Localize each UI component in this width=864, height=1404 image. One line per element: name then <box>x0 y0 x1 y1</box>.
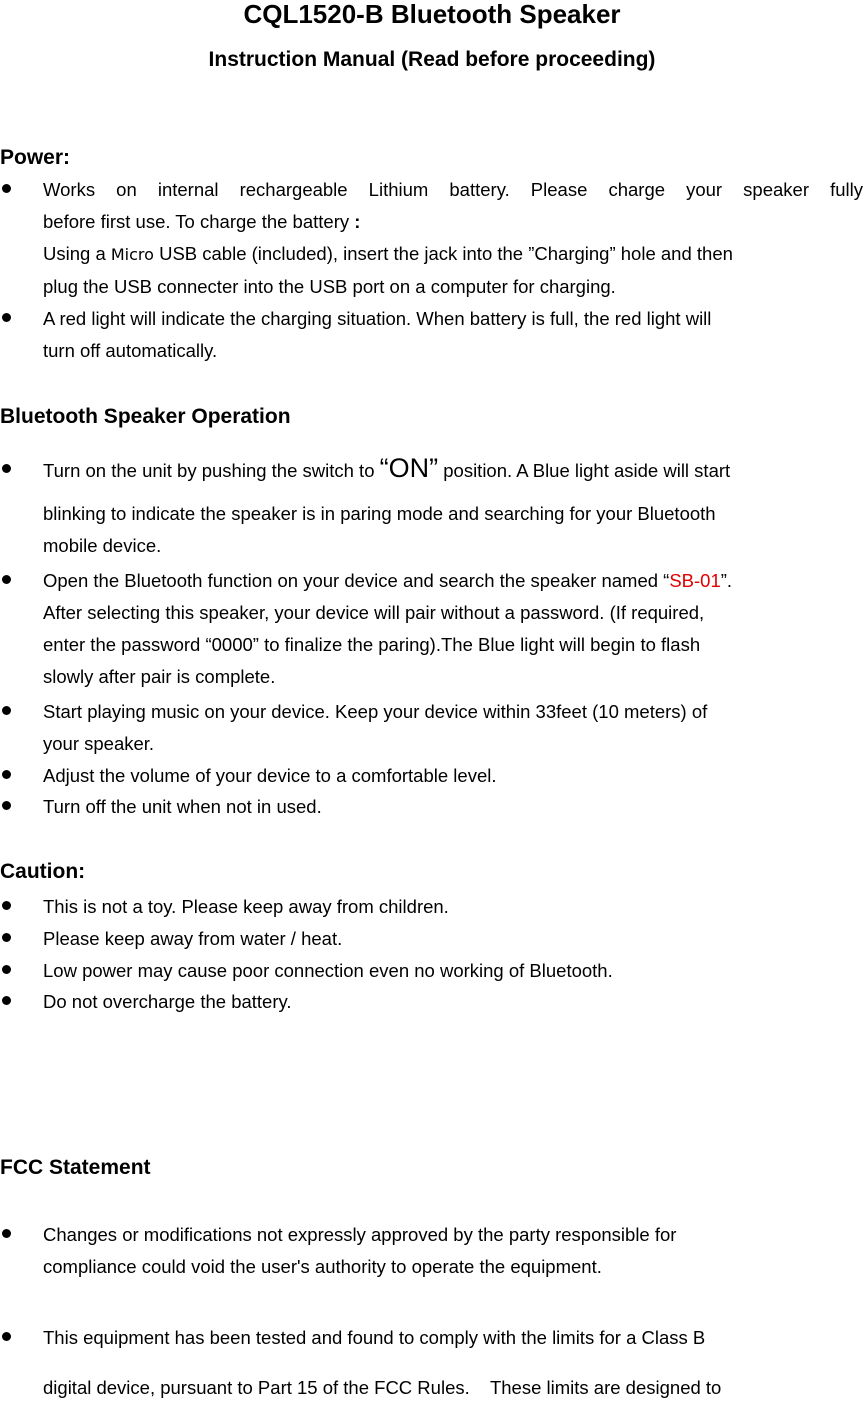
text-line: Adjust the volume of your device to a comfortable level. <box>43 765 497 786</box>
operation-item-power-on <box>43 449 863 562</box>
text-span: : <box>349 211 361 232</box>
text-span: before first use. To charge the battery <box>43 211 350 232</box>
text-line: turn off automatically. <box>43 340 218 361</box>
on-label: “ON” <box>379 453 439 483</box>
text-line: Turn off the unit when not in used. <box>43 796 322 817</box>
bullet-icon <box>2 184 11 193</box>
text-line: your speaker. <box>43 733 155 754</box>
text-line: Changes or modifications not expressly approved by the party responsible for <box>43 1224 677 1245</box>
document-title: CQL1520-B Bluetooth Speaker <box>243 0 621 29</box>
bullet-icon <box>2 1332 11 1341</box>
text-line <box>43 449 863 490</box>
bullet-icon <box>2 770 11 779</box>
text-span: Turn on the unit by pushing the switch to <box>43 460 380 481</box>
text-line: compliance could void the user's authority to operate the equipment. <box>43 1256 602 1277</box>
text-span: Open the Bluetooth function on your device and search the speaker named “ <box>43 570 670 591</box>
text-line: Please keep away from water / heat. <box>43 928 343 949</box>
bullet-icon <box>2 996 11 1005</box>
text-line: Low power may cause poor connection even no working of Bluetooth. <box>43 960 613 981</box>
bullet-icon <box>2 313 11 322</box>
caution-heading: Caution: <box>0 860 86 883</box>
speaker-name: SB-01 <box>669 570 721 591</box>
bullet-icon <box>2 801 11 810</box>
caution-item <box>43 891 863 923</box>
fcc-heading: FCC Statement <box>0 1156 151 1179</box>
text-span: position. A Blue light aside will start <box>438 460 731 481</box>
text-line <box>43 238 863 271</box>
bullet-icon <box>2 965 11 974</box>
text-span: ”. <box>720 570 733 591</box>
text-line: blinking to indicate the speaker is in paring mode and searching for your Bluetooth <box>43 503 716 524</box>
text-line: Works on internal rechargeable Lithium battery. Please charge your speaker fully <box>43 179 863 200</box>
operation-item-pair <box>43 565 863 693</box>
text-line <box>43 206 863 238</box>
bullet-icon <box>2 933 11 942</box>
fcc-item-class-b <box>43 1322 863 1404</box>
bullet-icon <box>2 575 11 584</box>
caution-item <box>43 955 863 987</box>
operation-item-play <box>43 696 863 760</box>
micro-label: Micro <box>110 245 154 264</box>
text-line: This equipment has been tested and found to comply with the limits for a Class B <box>43 1327 706 1348</box>
text-line: mobile device. <box>43 535 162 556</box>
document-subtitle: Instruction Manual (Read before proceeding) <box>208 48 656 71</box>
text-line <box>43 565 863 597</box>
bullet-icon <box>2 464 11 473</box>
power-item-light <box>43 303 863 367</box>
bullet-icon <box>2 1229 11 1238</box>
fcc-item-changes <box>43 1219 863 1283</box>
text-line: plug the USB connecter into the USB port on a computer for charging. <box>43 276 616 297</box>
bullet-icon <box>2 706 11 715</box>
caution-item <box>43 923 863 955</box>
bullet-icon <box>2 901 11 910</box>
text-line: Do not overcharge the battery. <box>43 991 292 1012</box>
operation-item-volume <box>43 760 863 792</box>
text-line: This is not a toy. Please keep away from children. <box>43 896 449 917</box>
text-span: USB cable (included), insert the jack into the ”Charging” hole and then <box>153 243 733 264</box>
text-span: Using a <box>43 243 111 264</box>
text-line: enter the password “0000” to finalize the paring).The Blue light will begin to flash <box>43 634 701 655</box>
operation-heading: Bluetooth Speaker Operation <box>0 405 291 428</box>
text-line: Start playing music on your device. Keep your device within 33feet (10 meters) of <box>43 701 708 722</box>
operation-item-off <box>43 791 863 823</box>
power-item-charge <box>43 174 863 303</box>
caution-item <box>43 986 863 1018</box>
text-line: After selecting this speaker, your device will pair without a password. (If required, <box>43 602 705 623</box>
text-line: A red light will indicate the charging situation. When battery is full, the red light will <box>43 308 712 329</box>
power-heading: Power: <box>0 146 71 169</box>
text-line: slowly after pair is complete. <box>43 666 276 687</box>
text-line: digital device, pursuant to Part 15 of the FCC Rules. These limits are designed to <box>43 1377 722 1398</box>
